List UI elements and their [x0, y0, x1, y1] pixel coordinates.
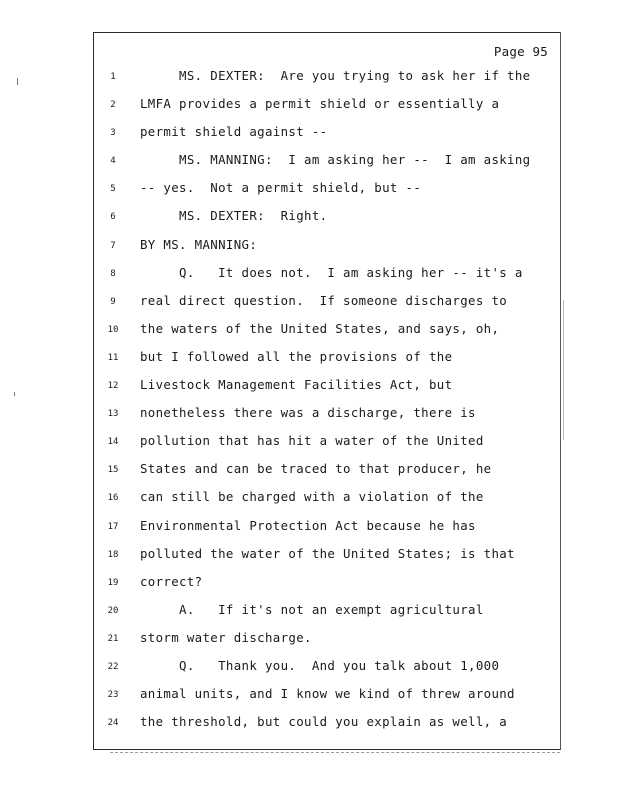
line-text: correct? — [140, 573, 203, 589]
transcript-line — [94, 207, 560, 235]
transcript-line — [94, 404, 560, 432]
line-number: 18 — [107, 549, 119, 560]
line-number: 7 — [110, 240, 116, 251]
transcript-line — [94, 264, 560, 292]
transcript-line — [94, 320, 560, 348]
line-number: 23 — [107, 690, 119, 701]
line-text: A. If it's not an exempt agricultural — [140, 601, 484, 617]
transcript-line — [94, 376, 560, 404]
line-number: 8 — [110, 268, 116, 279]
line-number: 14 — [107, 437, 119, 448]
transcript-line — [94, 629, 560, 657]
line-text: the threshold, but could you explain as well, a — [140, 714, 508, 730]
line-number: 21 — [107, 633, 119, 644]
scan-speck — [17, 78, 18, 85]
line-text: polluted the water of the United States; is that — [140, 545, 515, 561]
line-text: real direct question. If someone discharges to — [140, 292, 508, 308]
scan-bottom-edge — [110, 752, 560, 754]
transcript-line — [94, 488, 560, 516]
line-text: MS. DEXTER: Are you trying to ask her if the — [140, 68, 531, 83]
transcript-line — [94, 292, 560, 320]
transcript-lines — [94, 67, 560, 741]
transcript-line — [94, 601, 560, 629]
line-text: pollution that has hit a water of the United — [140, 433, 484, 449]
line-number: 11 — [107, 352, 119, 363]
line-number: 2 — [110, 100, 116, 111]
transcript-line — [94, 573, 560, 601]
line-number: 19 — [107, 577, 119, 588]
transcript-line — [94, 95, 560, 123]
line-text: MS. MANNING: I am asking her -- I am asking — [140, 152, 531, 168]
line-text: nonetheless there was a discharge, there is — [140, 405, 476, 421]
line-number: 15 — [107, 465, 119, 476]
line-text: Q. Thank you. And you talk about 1,000 — [140, 657, 500, 673]
transcript-line — [94, 67, 560, 95]
transcript-line — [94, 460, 560, 488]
line-number: 10 — [107, 324, 119, 335]
transcript-line — [94, 517, 560, 545]
transcript-line — [94, 657, 560, 685]
transcript-line — [94, 545, 560, 573]
line-text: the waters of the United States, and says, oh, — [140, 320, 500, 336]
line-number: 13 — [107, 409, 119, 420]
line-number: 16 — [107, 493, 119, 504]
line-text: BY MS. MANNING: — [140, 236, 258, 252]
line-number: 5 — [110, 184, 116, 195]
transcript-line — [94, 348, 560, 376]
line-text: can still be charged with a violation of the — [140, 489, 484, 505]
transcript-page — [93, 32, 561, 750]
line-text: animal units, and I know we kind of threw around — [140, 686, 515, 702]
transcript-line — [94, 432, 560, 460]
line-number: 4 — [110, 156, 116, 167]
line-number: 9 — [110, 296, 116, 307]
line-text: LMFA provides a permit shield or essentially a — [140, 96, 500, 112]
transcript-line — [94, 713, 560, 741]
transcript-line — [94, 236, 560, 264]
line-text: but I followed all the provisions of the — [140, 348, 453, 364]
line-number: 17 — [107, 521, 119, 532]
line-number: 3 — [110, 128, 116, 139]
line-number: 24 — [107, 718, 119, 729]
line-number: 1 — [110, 72, 116, 82]
line-text: Environmental Protection Act because he has — [140, 517, 476, 533]
scan-speck — [14, 392, 15, 396]
line-text: States and can be traced to that producer, he — [140, 461, 492, 477]
line-number: 20 — [107, 605, 119, 616]
line-number: 12 — [107, 381, 119, 392]
transcript-line — [94, 123, 560, 151]
line-text: permit shield against -- — [140, 124, 328, 140]
transcript-line — [94, 179, 560, 207]
line-text: Q. It does not. I am asking her -- it's a — [140, 264, 523, 280]
transcript-line — [94, 151, 560, 179]
transcript-line — [94, 685, 560, 713]
line-text: Livestock Management Facilities Act, but — [140, 377, 453, 393]
page-number: Page 95 — [493, 44, 548, 59]
line-number: 6 — [110, 212, 116, 223]
line-text: MS. DEXTER: Right. — [140, 208, 328, 224]
line-text: -- yes. Not a permit shield, but -- — [140, 180, 422, 196]
line-number: 22 — [107, 661, 119, 672]
scan-speck — [563, 300, 564, 440]
line-text: storm water discharge. — [140, 629, 312, 645]
